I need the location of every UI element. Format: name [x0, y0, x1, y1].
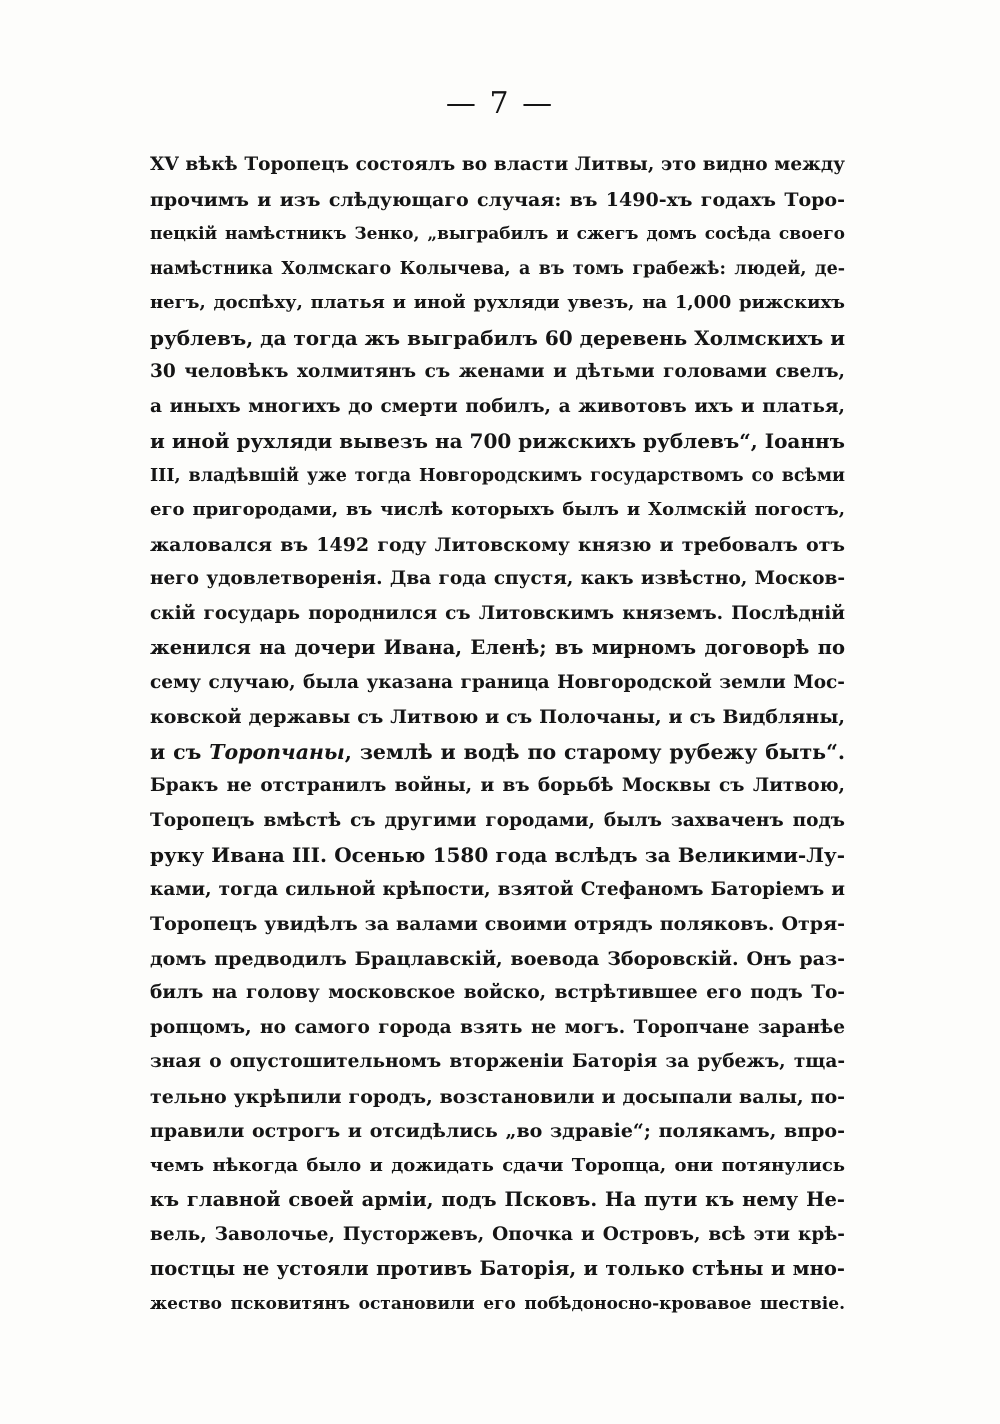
- text-line-7: 30 человѣкъ холмитянъ съ женами и дѣтьми головами свелъ,: [150, 361, 845, 382]
- text-line-21: руку Ивана III. Осенью 1580 года вслѣдъ за Великими-Лу-: [150, 843, 845, 867]
- text-line-4: намѣстника Холмскаго Колычева, а въ томъ грабежѣ: людей, де-: [150, 258, 845, 279]
- text-line-27: зная о опустошительномъ вторженіи Баторія за рубежъ, тща-: [150, 1051, 845, 1072]
- text-line-8: а иныхъ многихъ до смерти побилъ, а животовъ ихъ и платья,: [150, 395, 845, 417]
- text-line-14: скій государь породнился съ Литовскимъ княземъ. Послѣдній: [150, 602, 845, 624]
- text-line-19: Бракъ не отстранилъ войны, и въ борьбѣ Москвы съ Литвою,: [150, 775, 845, 796]
- text-line-17: ковской державы съ Литвою и съ Полочаны, и съ Видбляны,: [150, 706, 845, 728]
- text-line-31: къ главной своей арміи, подъ Псковъ. На пути къ нему Не-: [150, 1188, 845, 1211]
- text-line-26: ропцомъ, но самого города взять не могъ. Торопчане заранѣе: [150, 1016, 845, 1038]
- text-line-1: XV вѣкѣ Торопецъ состоялъ во власти Литвы, это видно между: [150, 154, 845, 175]
- text-line-12: жаловался въ 1492 году Литовскому князю и требовалъ отъ: [150, 533, 845, 556]
- text-line-3: пецкій намѣстникъ Зенко, „выграбилъ и сжегъ домъ сосѣда своего: [150, 224, 845, 244]
- text-line-29: правили острогъ и отсидѣлись „во здравіе“; полякамъ, впро-: [150, 1120, 845, 1142]
- text-line-32: вель, Заволочье, Пусторжевъ, Опочка и Островъ, всѣ эти крѣ-: [150, 1223, 845, 1245]
- text-line-5: негъ, доспѣху, платья и иной рухляди увезъ, на 1,000 рижскихъ: [150, 292, 845, 313]
- text-line-22: ками, тогда сильной крѣпости, взятой Стефаномъ Баторіемъ и: [150, 878, 845, 900]
- text-line-24: домъ предводилъ Брацлавскій, воевода Зборовскій. Онъ раз-: [150, 947, 845, 970]
- text-line-20: Торопецъ вмѣстѣ съ другими городами, былъ захваченъ подъ: [150, 809, 845, 831]
- text-line-25: билъ на голову московское войско, встрѣтившее его подъ То-: [150, 982, 845, 1003]
- text-line-2: прочимъ и изъ слѣдующаго случая: въ 1490-хъ годахъ Торо-: [150, 188, 845, 211]
- text-line-34: жество псковитянъ остановили его побѣдоносно-кровавое шествіе.: [150, 1293, 845, 1314]
- italic-torop-chany: Торопчаны: [209, 739, 345, 764]
- text-line-33: постцы не устояли противъ Баторія, и только стѣны и мно-: [150, 1257, 845, 1280]
- text-line-18: [150, 735, 845, 770]
- text-line-6: рублевъ, да тогда жъ выграбилъ 60 деревень Холмскихъ и: [150, 325, 845, 350]
- text-line-18-end: , землѣ и водѣ по старому рубежу быть“.: [344, 739, 845, 764]
- text-line-10: III, владѣвшій уже тогда Новгородскимъ государствомъ со всѣми: [150, 465, 845, 486]
- body-text: [150, 148, 845, 1321]
- text-line-23: Торопецъ увидѣлъ за валами своими отрядъ поляковъ. Отря-: [150, 913, 845, 935]
- text-line-13: него удовлетворенія. Два года спустя, какъ извѣстно, Москов-: [150, 568, 845, 589]
- text-line-16: сему случаю, была указана граница Новгородской земли Мос-: [150, 671, 845, 693]
- text-line-11: его пригородами, въ числѣ которыхъ былъ и Холмскій погостъ,: [150, 499, 845, 520]
- text-line-18-start: и съ: [150, 739, 210, 764]
- text-line-30: чемъ нѣкогда было и дожидать сдачи Торопца, они потянулись: [150, 1154, 845, 1176]
- page-number: — 7 —: [445, 86, 555, 121]
- text-line-15: женился на дочери Ивана, Еленѣ; въ мирномъ договорѣ по: [150, 636, 845, 659]
- text-line-9: и иной рухляди вывезъ на 700 рижскихъ рублевъ“, Іоаннъ: [150, 429, 845, 453]
- text-line-28: тельно укрѣпили городъ, возстановили и досыпали валы, по-: [150, 1085, 845, 1108]
